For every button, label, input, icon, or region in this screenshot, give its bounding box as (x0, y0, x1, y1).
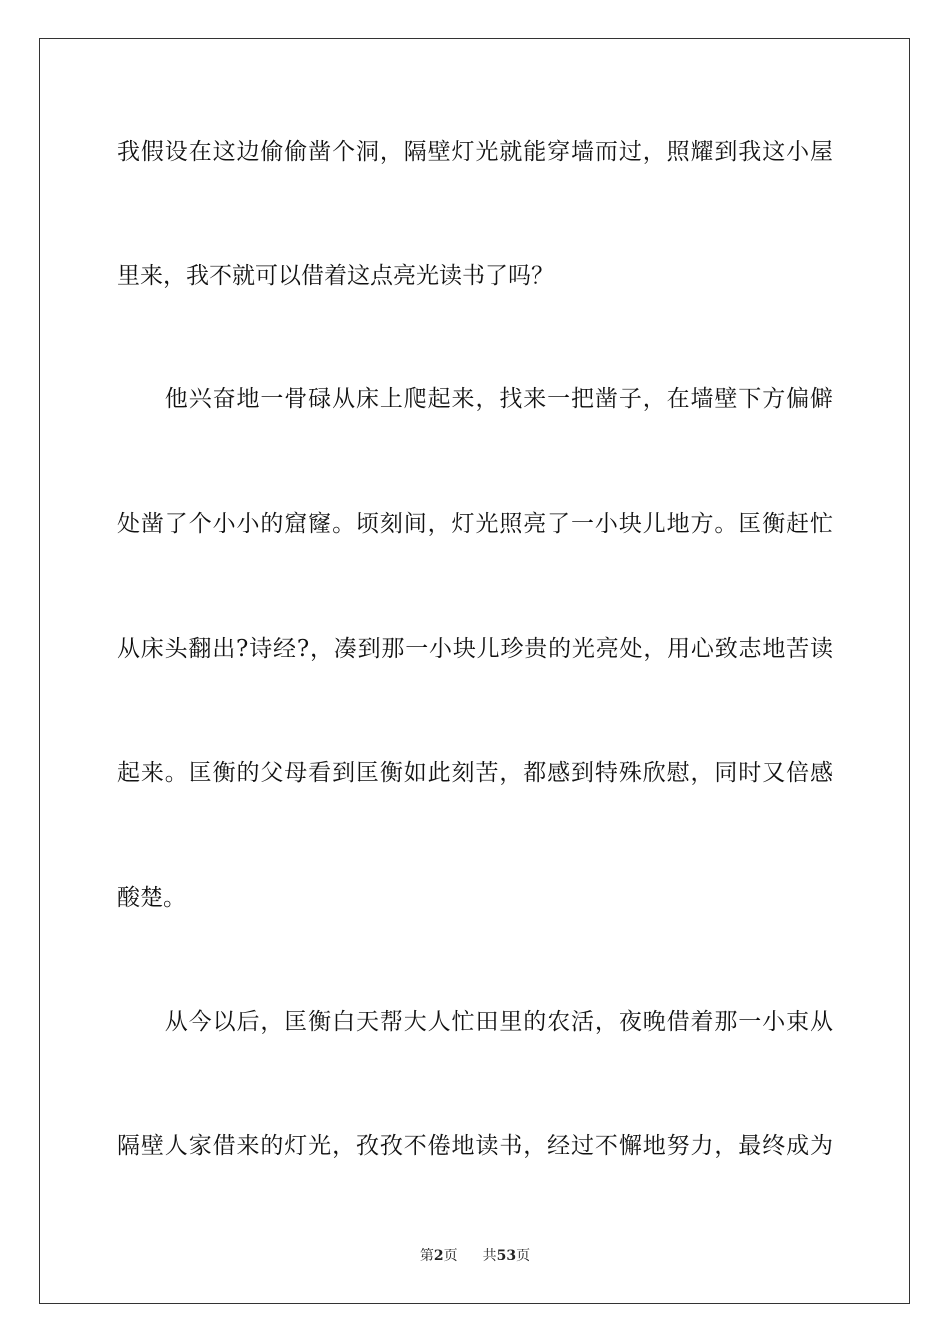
body-text-line-8: 从今以后，匡衡白天帮大人忙田里的农活，夜晚借着那一小束从 (117, 1009, 833, 1035)
body-text-line-7: 酸楚。 (117, 885, 186, 911)
page-footer (0, 1246, 950, 1266)
page-suffix: 页 (443, 1248, 458, 1264)
page-border (39, 38, 910, 1304)
body-text-line-3: 他兴奋地一骨碌从床上爬起来，找来一把凿子，在墙壁下方偏僻 (117, 386, 833, 412)
body-text-line-5: 从床头翻出?诗经?，凑到那一小块儿珍贵的光亮处，用心致志地苦读 (117, 636, 833, 662)
body-text-line-1: 我假设在这边偷偷凿个洞，隔壁灯光就能穿墙而过，照耀到我这小屋 (117, 139, 833, 165)
page-indicator (420, 1246, 458, 1266)
total-suffix: 页 (516, 1248, 531, 1264)
page-prefix: 第 (419, 1248, 434, 1264)
body-text-line-6: 起来。匡衡的父母看到匡衡如此刻苦，都感到特殊欣慰，同时又倍感 (117, 760, 833, 786)
total-pages-indicator (483, 1246, 530, 1266)
total-pages: 53 (496, 1248, 517, 1264)
page-number: 2 (433, 1248, 444, 1264)
body-text-line-2: 里来，我不就可以借着这点亮光读书了吗？ (117, 263, 554, 289)
total-prefix: 共 (482, 1248, 497, 1264)
body-text-line-9: 隔壁人家借来的灯光，孜孜不倦地读书，经过不懈地努力，最终成为 (117, 1133, 833, 1159)
body-text-line-4: 处凿了个小小的窟窿。顷刻间，灯光照亮了一小块儿地方。匡衡赶忙 (117, 511, 833, 537)
